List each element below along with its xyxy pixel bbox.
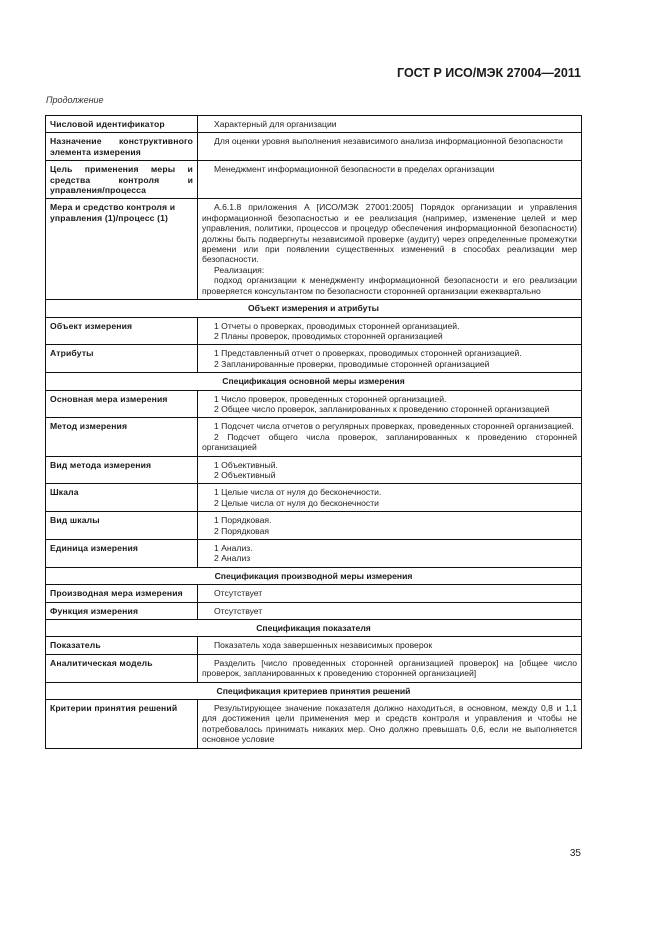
table-row <box>46 199 582 300</box>
row-value: Менеджмент информационной безопасности в пределах организации <box>198 161 582 199</box>
table-row <box>46 317 582 345</box>
row-label: Цель применения меры и средства контроля и управления/процесса <box>46 161 198 199</box>
row-value: Характерный для организации <box>198 116 582 133</box>
table-row <box>46 456 582 484</box>
row-label: Числовой идентификатор <box>46 116 198 133</box>
measurement-spec-table <box>45 115 582 749</box>
section-title: Спецификация критериев принятия решений <box>46 682 582 699</box>
section-title: Спецификация показателя <box>46 620 582 637</box>
row-value: 1 Объективный. 2 Объективный <box>198 456 582 484</box>
row-value: Разделить [число проведенных сторонней организацией проверок] на [общее число проверок, запланированных к проведению сторонней организацией] <box>198 654 582 682</box>
document-code: ГОСТ Р ИСО/МЭК 27004—2011 <box>397 66 581 80</box>
table-row <box>46 484 582 512</box>
table-row <box>46 540 582 568</box>
row-label: Аналитическая модель <box>46 654 198 682</box>
row-value: Результирующее значение показателя должно находиться, в основном, между 0,8 и 1,1 для достижения цели применения мер и средств контроля и управления и чтобы не потребовалось принимать никаких мер. Оно должно превышать 0,6, если не выполняется основное условие <box>198 700 582 749</box>
section-header-row <box>46 682 582 699</box>
row-label: Мера и средство контроля и управления (1)/процесс (1) <box>46 199 198 300</box>
section-header-row <box>46 620 582 637</box>
row-label: Показатель <box>46 637 198 654</box>
table-row <box>46 700 582 749</box>
row-value: Отсутствует <box>198 602 582 619</box>
table-row <box>46 116 582 133</box>
section-header-row <box>46 567 582 584</box>
row-label: Вид метода измерения <box>46 456 198 484</box>
section-title: Спецификация производной меры измерения <box>46 567 582 584</box>
table-row <box>46 161 582 199</box>
row-label: Шкала <box>46 484 198 512</box>
row-value: Отсутствует <box>198 585 582 602</box>
table-row <box>46 512 582 540</box>
row-label: Единица измерения <box>46 540 198 568</box>
row-value: 1 Анализ. 2 Анализ <box>198 540 582 568</box>
row-label: Объект измерения <box>46 317 198 345</box>
row-value: 1 Число проверок, проведенных сторонней организацией. 2 Общее число проверок, запланированных к проведению сторонней организацией <box>198 390 582 418</box>
row-value: 1 Подсчет числа отчетов о регулярных проверках, проведенных сторонней организацией. 2 Подсчет общего числа проверок, запланированных к проведению сторонней организацией <box>198 418 582 456</box>
section-title: Объект измерения и атрибуты <box>46 300 582 317</box>
row-value: 1 Порядковая. 2 Порядковая <box>198 512 582 540</box>
row-value: 1 Целые числа от нуля до бесконечности. 2 Целые числа от нуля до бесконечности <box>198 484 582 512</box>
row-value: А.6.1.8 приложения А [ИСО/МЭК 27001:2005] Порядок организации и управления информационной безопасностью и ее реализация (например, изменение целей и мер управления, политики, процессов и процедур обеспечения информационной безопасности) должны быть подвергнуты независимой проверке (аудиту) через определенные промежутки времени или при появлении существенных изменений в способах реализации мер безопасности. Реализация: подход организации к менеджменту информационной безопасности и его реализации проверяется консультантом по безопасности сторонней организации ежеквартально <box>198 199 582 300</box>
page-number: 35 <box>569 848 581 859</box>
row-label: Производная мера измерения <box>46 585 198 602</box>
row-value: 1 Отчеты о проверках, проводимых сторонней организацией. 2 Планы проверок, проводимых сторонней организацией <box>198 317 582 345</box>
row-label: Атрибуты <box>46 345 198 373</box>
table-row <box>46 602 582 619</box>
table-row <box>46 133 582 161</box>
table-row <box>46 390 582 418</box>
continuation-label: Продолжение <box>46 95 104 105</box>
table-row <box>46 637 582 654</box>
row-value: Для оценки уровня выполнения независимого анализа информационной безопасности <box>198 133 582 161</box>
row-value: Показатель хода завершенных независимых проверок <box>198 637 582 654</box>
section-header-row <box>46 300 582 317</box>
section-title: Спецификация основной меры измерения <box>46 373 582 390</box>
table-row <box>46 418 582 456</box>
row-label: Функция измерения <box>46 602 198 619</box>
row-label: Критерии принятия решений <box>46 700 198 749</box>
section-header-row <box>46 373 582 390</box>
row-label: Вид шкалы <box>46 512 198 540</box>
row-label: Метод измерения <box>46 418 198 456</box>
table-row <box>46 585 582 602</box>
table-row <box>46 654 582 682</box>
row-label: Основная мера измерения <box>46 390 198 418</box>
row-label: Назначение конструктивного элемента измерения <box>46 133 198 161</box>
row-value: 1 Представленный отчет о проверках, проводимых сторонней организацией. 2 Запланированные проверки, проводимые сторонней организацией <box>198 345 582 373</box>
table-row <box>46 345 582 373</box>
